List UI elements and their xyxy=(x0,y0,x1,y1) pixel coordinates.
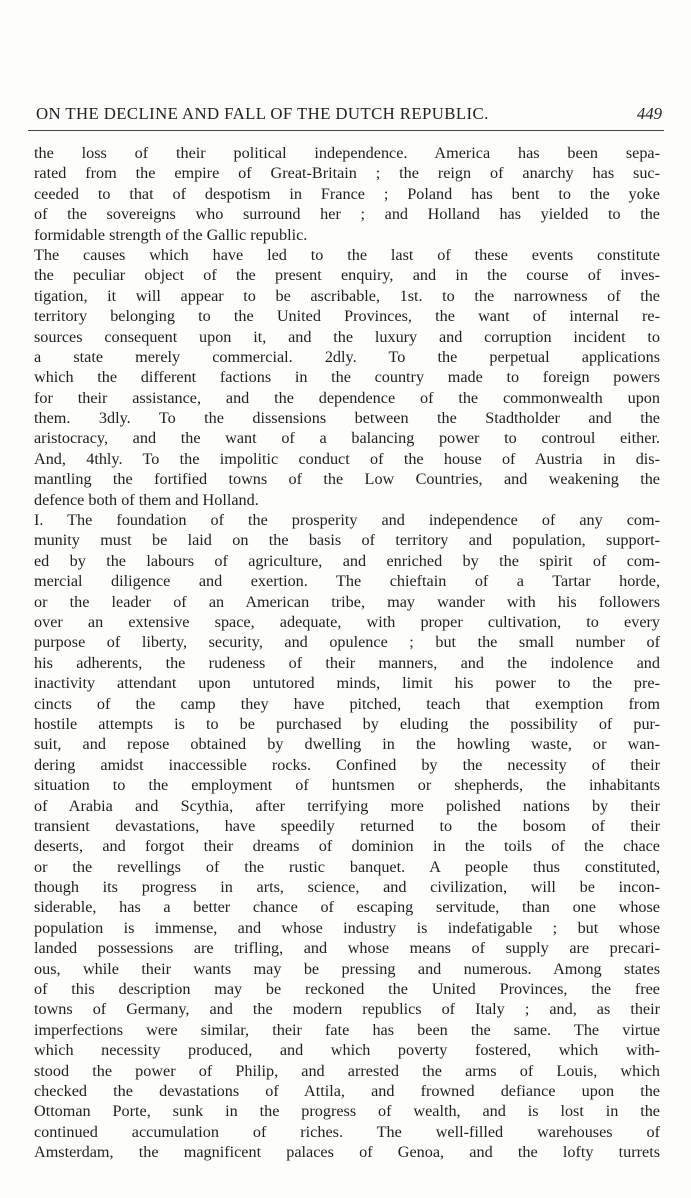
text-line: ous, while their wants may be pressing and numerous. Among states xyxy=(34,959,660,978)
text-line: of the sovereigns who surround her ; and Holland has yielded to the xyxy=(34,205,660,224)
page-number: 449 xyxy=(636,104,662,123)
text-line: territory belonging to the United Provinces, the want of internal re- xyxy=(34,307,660,326)
text-line: hostile attempts is to be purchased by eluding the possibility of pur- xyxy=(34,714,660,733)
text-line: ceeded to that of despotism in France ; Poland has bent to the yoke xyxy=(34,184,660,203)
text-line: ed by the labours of agriculture, and enriched by the spirit of com- xyxy=(34,551,660,570)
text-line: transient devastations, have speedily returned to the bosom of their xyxy=(34,816,660,835)
header-rule xyxy=(28,130,664,131)
text-line: checked the devastations of Attila, and frowned defiance upon the xyxy=(34,1081,660,1100)
text-line: aristocracy, and the want of a balancing power to controul either. xyxy=(34,429,660,448)
text-line: sources consequent upon it, and the luxury and corruption incident to xyxy=(34,327,660,346)
body-text xyxy=(34,143,660,1183)
text-line: which necessity produced, and which poverty fostered, which with- xyxy=(34,1041,660,1060)
text-line: though its progress in arts, science, and civilization, will be incon- xyxy=(34,878,660,897)
text-line: deserts, and forgot their dreams of dominion in the toils of the chace xyxy=(34,837,660,856)
text-line: over an extensive space, adequate, with proper cultivation, to every xyxy=(34,612,660,631)
text-line: his adherents, the rudeness of their manners, and the indolence and xyxy=(34,653,660,672)
text-line: formidable strength of the Gallic republic. xyxy=(34,225,308,244)
text-line: siderable, has a better chance of escaping servitude, than one whose xyxy=(34,898,660,917)
text-line: mercial diligence and exertion. The chieftain of a Tartar horde, xyxy=(34,572,660,591)
text-line: The causes which have led to the last of these events constitute xyxy=(34,245,660,264)
text-line xyxy=(34,1163,660,1183)
text-line: towns of Germany, and the modern republics of Italy ; and, as their xyxy=(34,1000,660,1019)
text-line: or the revellings of the rustic banquet. A people thus constituted, xyxy=(34,857,660,876)
text-line: of Arabia and Scythia, after terrifying more polished nations by their xyxy=(34,796,660,815)
text-line: imperfections were similar, their fate has been the same. The virtue xyxy=(34,1020,660,1039)
text-line: tigation, it will appear to be ascribable, 1st. to the narrowness of the xyxy=(34,286,660,305)
text-line: Ottoman Porte, sunk in the progress of wealth, and is lost in the xyxy=(34,1102,660,1121)
text-line: landed possessions are trifling, and whose means of supply are precari- xyxy=(34,939,660,958)
text-line: of this description may be reckoned the United Provinces, the free xyxy=(34,980,660,999)
text-line: the peculiar object of the present enquiry, and in the course of inves- xyxy=(34,266,660,285)
text-line: the loss of their political independence. America has been sepa- xyxy=(34,144,660,162)
text-line: them. 3dly. To the dissensions between the Stadtholder and the xyxy=(34,409,660,428)
text-line: dering amidst inaccessible rocks. Confined by the necessity of their xyxy=(34,755,660,774)
text-line: And, 4thly. To the impolitic conduct of the house of Austria in dis- xyxy=(34,449,660,468)
text-line: mantling the fortified towns of the Low Countries, and weakening the xyxy=(34,470,660,489)
text-line: population is immense, and whose industry is indefatigable ; but whose xyxy=(34,918,660,937)
text-line: stood the power of Philip, and arrested the arms of Louis, which xyxy=(34,1061,660,1080)
text-line: cincts of the camp they have pitched, teach that exemption from xyxy=(34,694,660,713)
text-line: Amsterdam, the magnificent palaces of Genoa, and the lofty turrets xyxy=(34,1143,660,1162)
text-line: for their assistance, and the dependence of the commonwealth upon xyxy=(34,388,660,407)
running-head xyxy=(30,104,662,128)
text-line: I. The foundation of the prosperity and independence of any com- xyxy=(34,511,660,530)
text-line: or the leader of an American tribe, may wander with his followers xyxy=(34,592,660,611)
text-line: suit, and repose obtained by dwelling in the howling waste, or wan- xyxy=(34,735,660,754)
text-line: defence both of them and Holland. xyxy=(34,490,259,509)
text-line: which the different factions in the country made to foreign powers xyxy=(34,368,660,387)
text-line: situation to the employment of huntsmen or shepherds, the inhabitants xyxy=(34,776,660,795)
text-line: rated from the empire of Great-Britain ; the reign of anarchy has suc- xyxy=(34,164,660,183)
text-line: inactivity attendant upon untutored minds, limit his power to the pre- xyxy=(34,674,660,693)
text-line: purpose of liberty, security, and opulence ; but the small number of xyxy=(34,633,660,652)
running-title: ON THE DECLINE AND FALL OF THE DUTCH REPUBLIC. xyxy=(36,104,489,123)
text-line: a state merely commercial. 2dly. To the perpetual applications xyxy=(34,347,660,366)
text-line: munity must be laid on the basis of territory and population, support- xyxy=(34,531,660,550)
text-line: continued accumulation of riches. The well-filled warehouses of xyxy=(34,1122,660,1141)
